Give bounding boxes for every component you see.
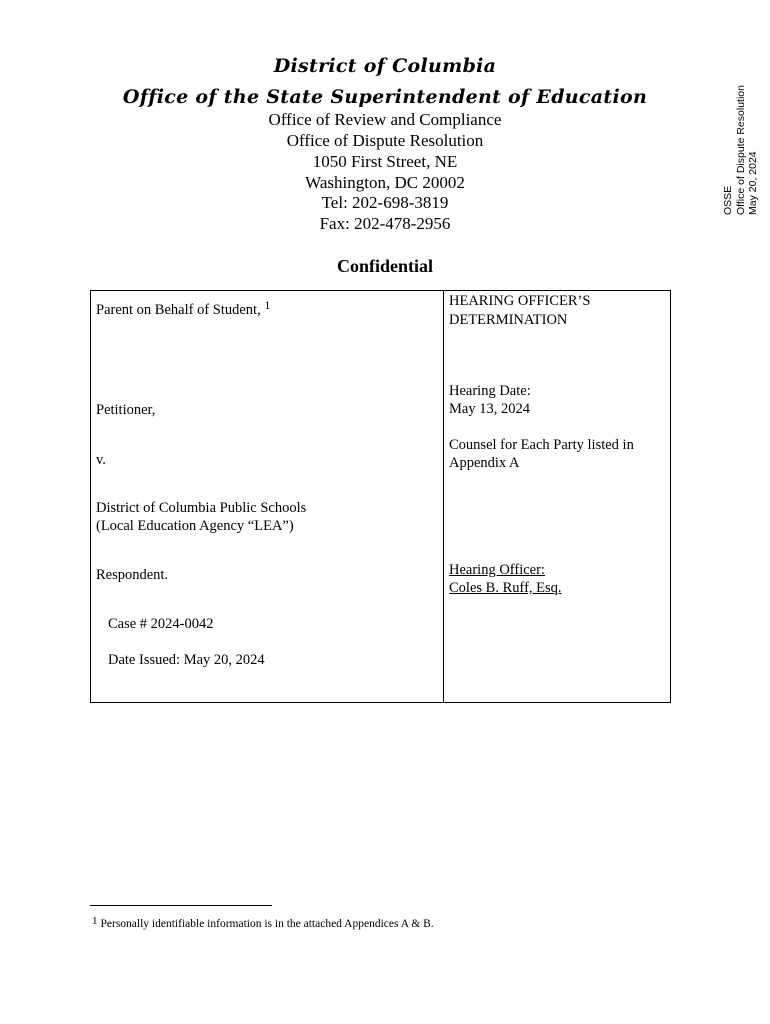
header-line-fax: Fax: 202-478-2956	[319, 214, 451, 233]
counsel-line1: Counsel for Each Party listed in	[449, 437, 634, 453]
hearing-date-value: May 13, 2024	[449, 401, 530, 417]
parent-line	[96, 296, 270, 319]
hod-title-line2: DETERMINATION	[449, 312, 568, 328]
respondent-label: Respondent.	[96, 567, 169, 583]
footnote-mark: 1	[264, 298, 271, 312]
case-number: Case # 2024-0042	[108, 616, 214, 632]
hearing-officer-name: Coles B. Ruff, Esq.	[449, 580, 562, 596]
parent-label: Parent on Behalf of Student,	[96, 302, 261, 318]
office-state-title: Office of the State Superintendent of Education	[122, 86, 648, 108]
stamp-line-osse: OSSE	[722, 185, 734, 215]
hod-title-line1: HEARING OFFICER’S	[449, 293, 591, 309]
petitioner-label: Petitioner,	[96, 402, 156, 418]
footnote-text: Personally identifiable information is in the attached Appendices A & B.	[100, 918, 434, 930]
footnote-rule	[90, 905, 272, 906]
header-line-city: Washington, DC 20002	[305, 173, 465, 192]
footnote-number: 1	[92, 915, 98, 927]
counsel-line2: Appendix A	[449, 455, 520, 471]
osse-received-stamp	[722, 75, 762, 215]
respondent-name-line1: District of Columbia Public Schools	[96, 500, 307, 516]
respondent-name-line2: (Local Education Agency “LEA”)	[96, 518, 294, 534]
stamp-line-office: Office of Dispute Resolution	[734, 85, 747, 215]
header-line-street: 1050 First Street, NE	[312, 152, 458, 171]
header-line-dispute: Office of Dispute Resolution	[286, 131, 484, 150]
header-line-review: Office of Review and Compliance	[268, 110, 502, 129]
confidential-heading: Confidential	[336, 256, 433, 276]
hearing-officer-label: Hearing Officer:	[449, 562, 545, 578]
district-title: District of Columbia	[273, 55, 497, 77]
case-caption-box	[90, 290, 671, 703]
date-issued: Date Issued: May 20, 2024	[108, 652, 265, 668]
stamp-line-date: May 20, 2024	[747, 151, 759, 215]
hearing-date-label: Hearing Date:	[449, 383, 531, 399]
header-line-tel: Tel: 202-698-3819	[321, 193, 449, 212]
versus-label: v.	[96, 452, 106, 468]
footnote	[92, 915, 434, 930]
caption-divider	[443, 290, 444, 703]
